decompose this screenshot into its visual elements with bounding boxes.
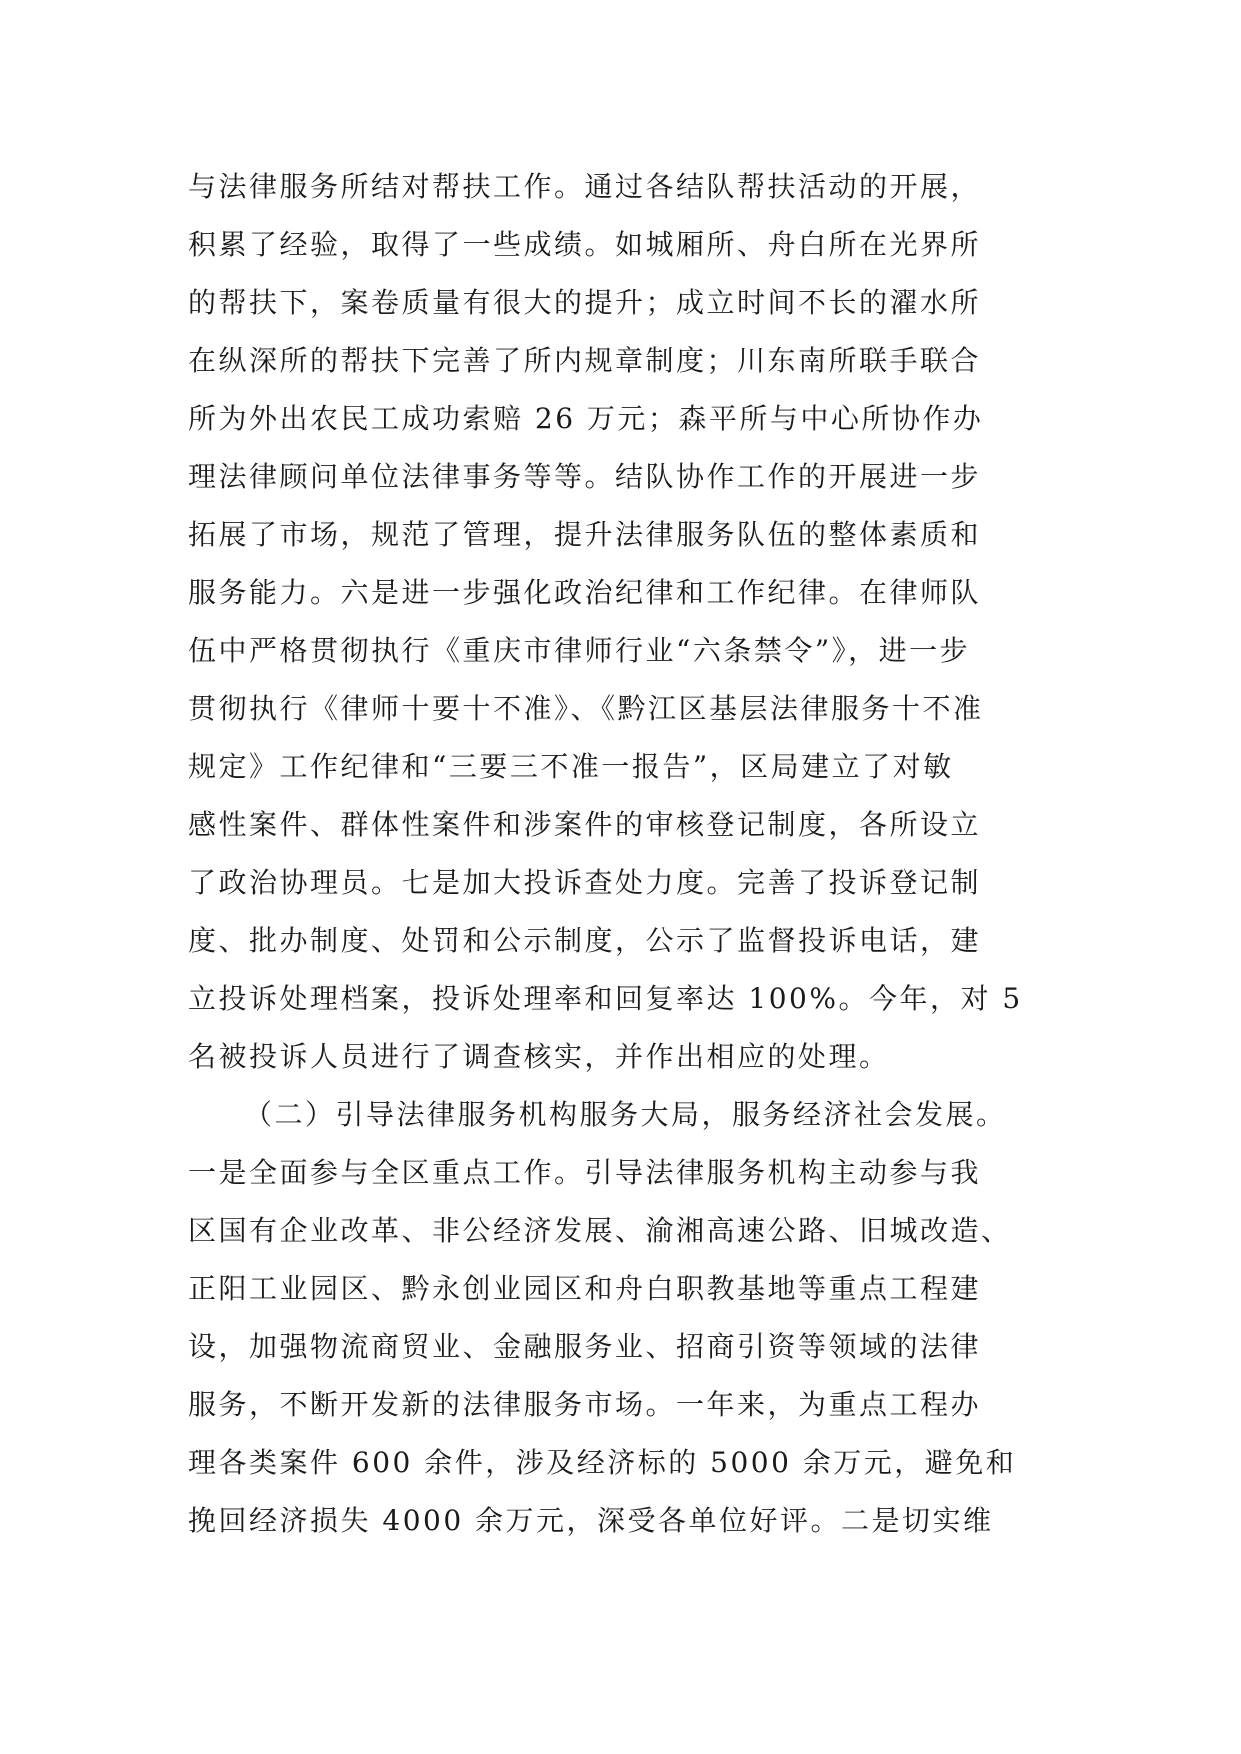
text-line: 名被投诉人员进行了调查核实，并作出相应的处理。: [188, 1040, 890, 1073]
text-line: 的帮扶下，案卷质量有很大的提升；成立时间不长的濯水所: [188, 286, 982, 319]
text-line: 挽回经济损失 4000 余万元，深受各单位好评。二是切实维: [188, 1504, 994, 1537]
text-line: 设，加强物流商贸业、金融服务业、招商引资等领域的法律: [188, 1330, 982, 1363]
text-line: 所为外出农民工成功索赔 26 万元；森平所与中心所协作办: [188, 402, 984, 435]
text-line: 度、批办制度、处罚和公示制度，公示了监督投诉电话，建: [188, 924, 982, 957]
text-line: 规定》工作纪律和“三要三不准一报告”，区局建立了对敏: [188, 750, 954, 783]
text-line: 感性案件、群体性案件和涉案件的审核登记制度，各所设立: [188, 808, 982, 841]
body-text: [188, 158, 1088, 1550]
section-heading-line: （二）引导法律服务机构服务大局，服务经济社会发展。: [244, 1098, 1007, 1131]
text-line: 贯彻执行《律师十要十不准》、《黔江区基层法律服务十不准: [188, 692, 984, 725]
text-line: 伍中严格贯彻执行《重庆市律师行业“六条禁令”》，进一步: [188, 634, 971, 667]
text-line: 理法律顾问单位法律事务等等。结队协作工作的开展进一步: [188, 460, 982, 493]
text-line: 立投诉处理档案，投诉处理率和回复率达 100%。今年，对 5: [188, 982, 1023, 1015]
text-line: 理各类案件 600 余件，涉及经济标的 5000 余万元，避免和: [188, 1446, 1017, 1479]
text-line: 了政治协理员。七是加大投诉查处力度。完善了投诉登记制: [188, 866, 982, 899]
text-line: 积累了经验，取得了一些成绩。如城厢所、舟白所在光界所: [188, 228, 982, 261]
text-line: 区国有企业改革、非公经济发展、渝湘高速公路、旧城改造、: [188, 1214, 1012, 1247]
text-line: 一是全面参与全区重点工作。引导法律服务机构主动参与我: [188, 1156, 982, 1189]
text-line: 服务能力。六是进一步强化政治纪律和工作纪律。在律师队: [188, 576, 982, 609]
text-line: 拓展了市场，规范了管理，提升法律服务队伍的整体素质和: [188, 518, 982, 551]
text-line: 服务，不断开发新的法律服务市场。一年来，为重点工程办: [188, 1388, 982, 1421]
text-line: 正阳工业园区、黔永创业园区和舟白职教基地等重点工程建: [188, 1272, 982, 1305]
text-line: 与法律服务所结对帮扶工作。通过各结队帮扶活动的开展，: [188, 170, 982, 203]
text-line: 在纵深所的帮扶下完善了所内规章制度；川东南所联手联合: [188, 344, 982, 377]
